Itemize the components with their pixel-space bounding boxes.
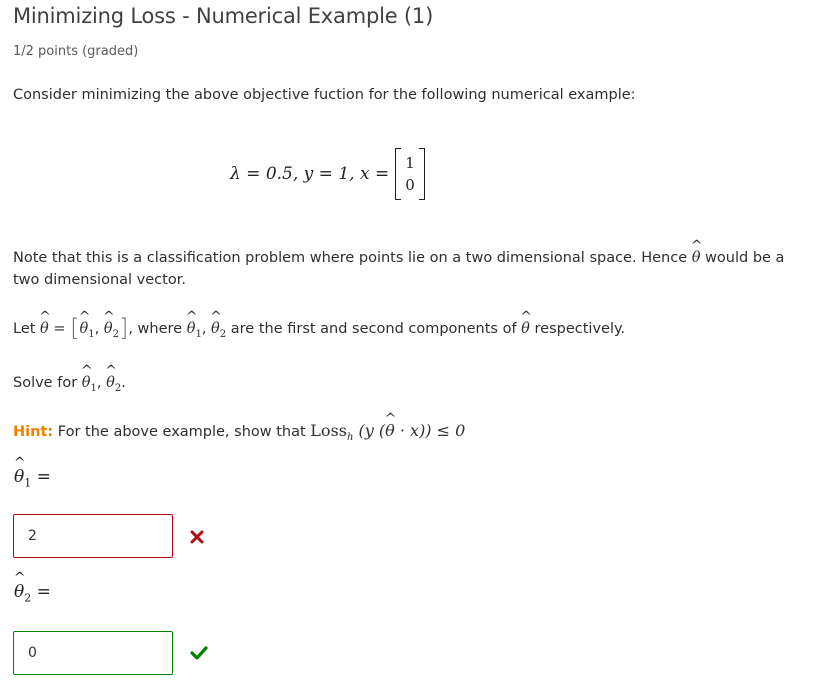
theta2-label: ^ $\theta_2$ = [14,582,51,604]
x-vector-2: 0 [405,176,415,194]
incorrect-x-icon [190,530,204,544]
solve-statement: Solve for ^ $\theta_1$, ^ $\theta_2$. [13,372,126,400]
problem-title: Minimizing Loss - Numerical Example (1) [13,4,434,28]
eq-x: x = [359,164,390,184]
note-text: Note that this is a classification problem where points lie on a two dimensional space. Hence ^ θ would be a two dimensional vector. [13,247,828,291]
hint: Hint: For the above example, show that Loss$_h$ (y (^ θ · x)) ≤ 0 [13,420,465,449]
theta-hat: ^ θ [692,247,701,269]
theta1-input[interactable]: 2 [13,514,173,558]
x-vector [395,148,425,200]
eq-lambda: λ = 0.5, [230,164,299,184]
x-vector-1: 1 [405,154,415,172]
intro-text: Consider minimizing the above objective fuction for the following numerical example: [13,87,636,103]
theta1-label: ^ $\theta_1$ = [14,467,51,489]
let-statement: Let ^ θ = [^ $\theta_1$, ^ $\theta_2$], where ^ $\theta_1$, ^ $\theta_2$ are the first and second components of ^ θ respectively. [13,317,625,346]
hint-label: Hint: [13,424,54,440]
points-label: 1/2 points (graded) [13,44,139,59]
correct-check-icon [190,646,208,660]
equation-block [230,148,425,200]
theta2-input[interactable]: 0 [13,631,173,675]
eq-y: y = 1, [303,164,355,184]
